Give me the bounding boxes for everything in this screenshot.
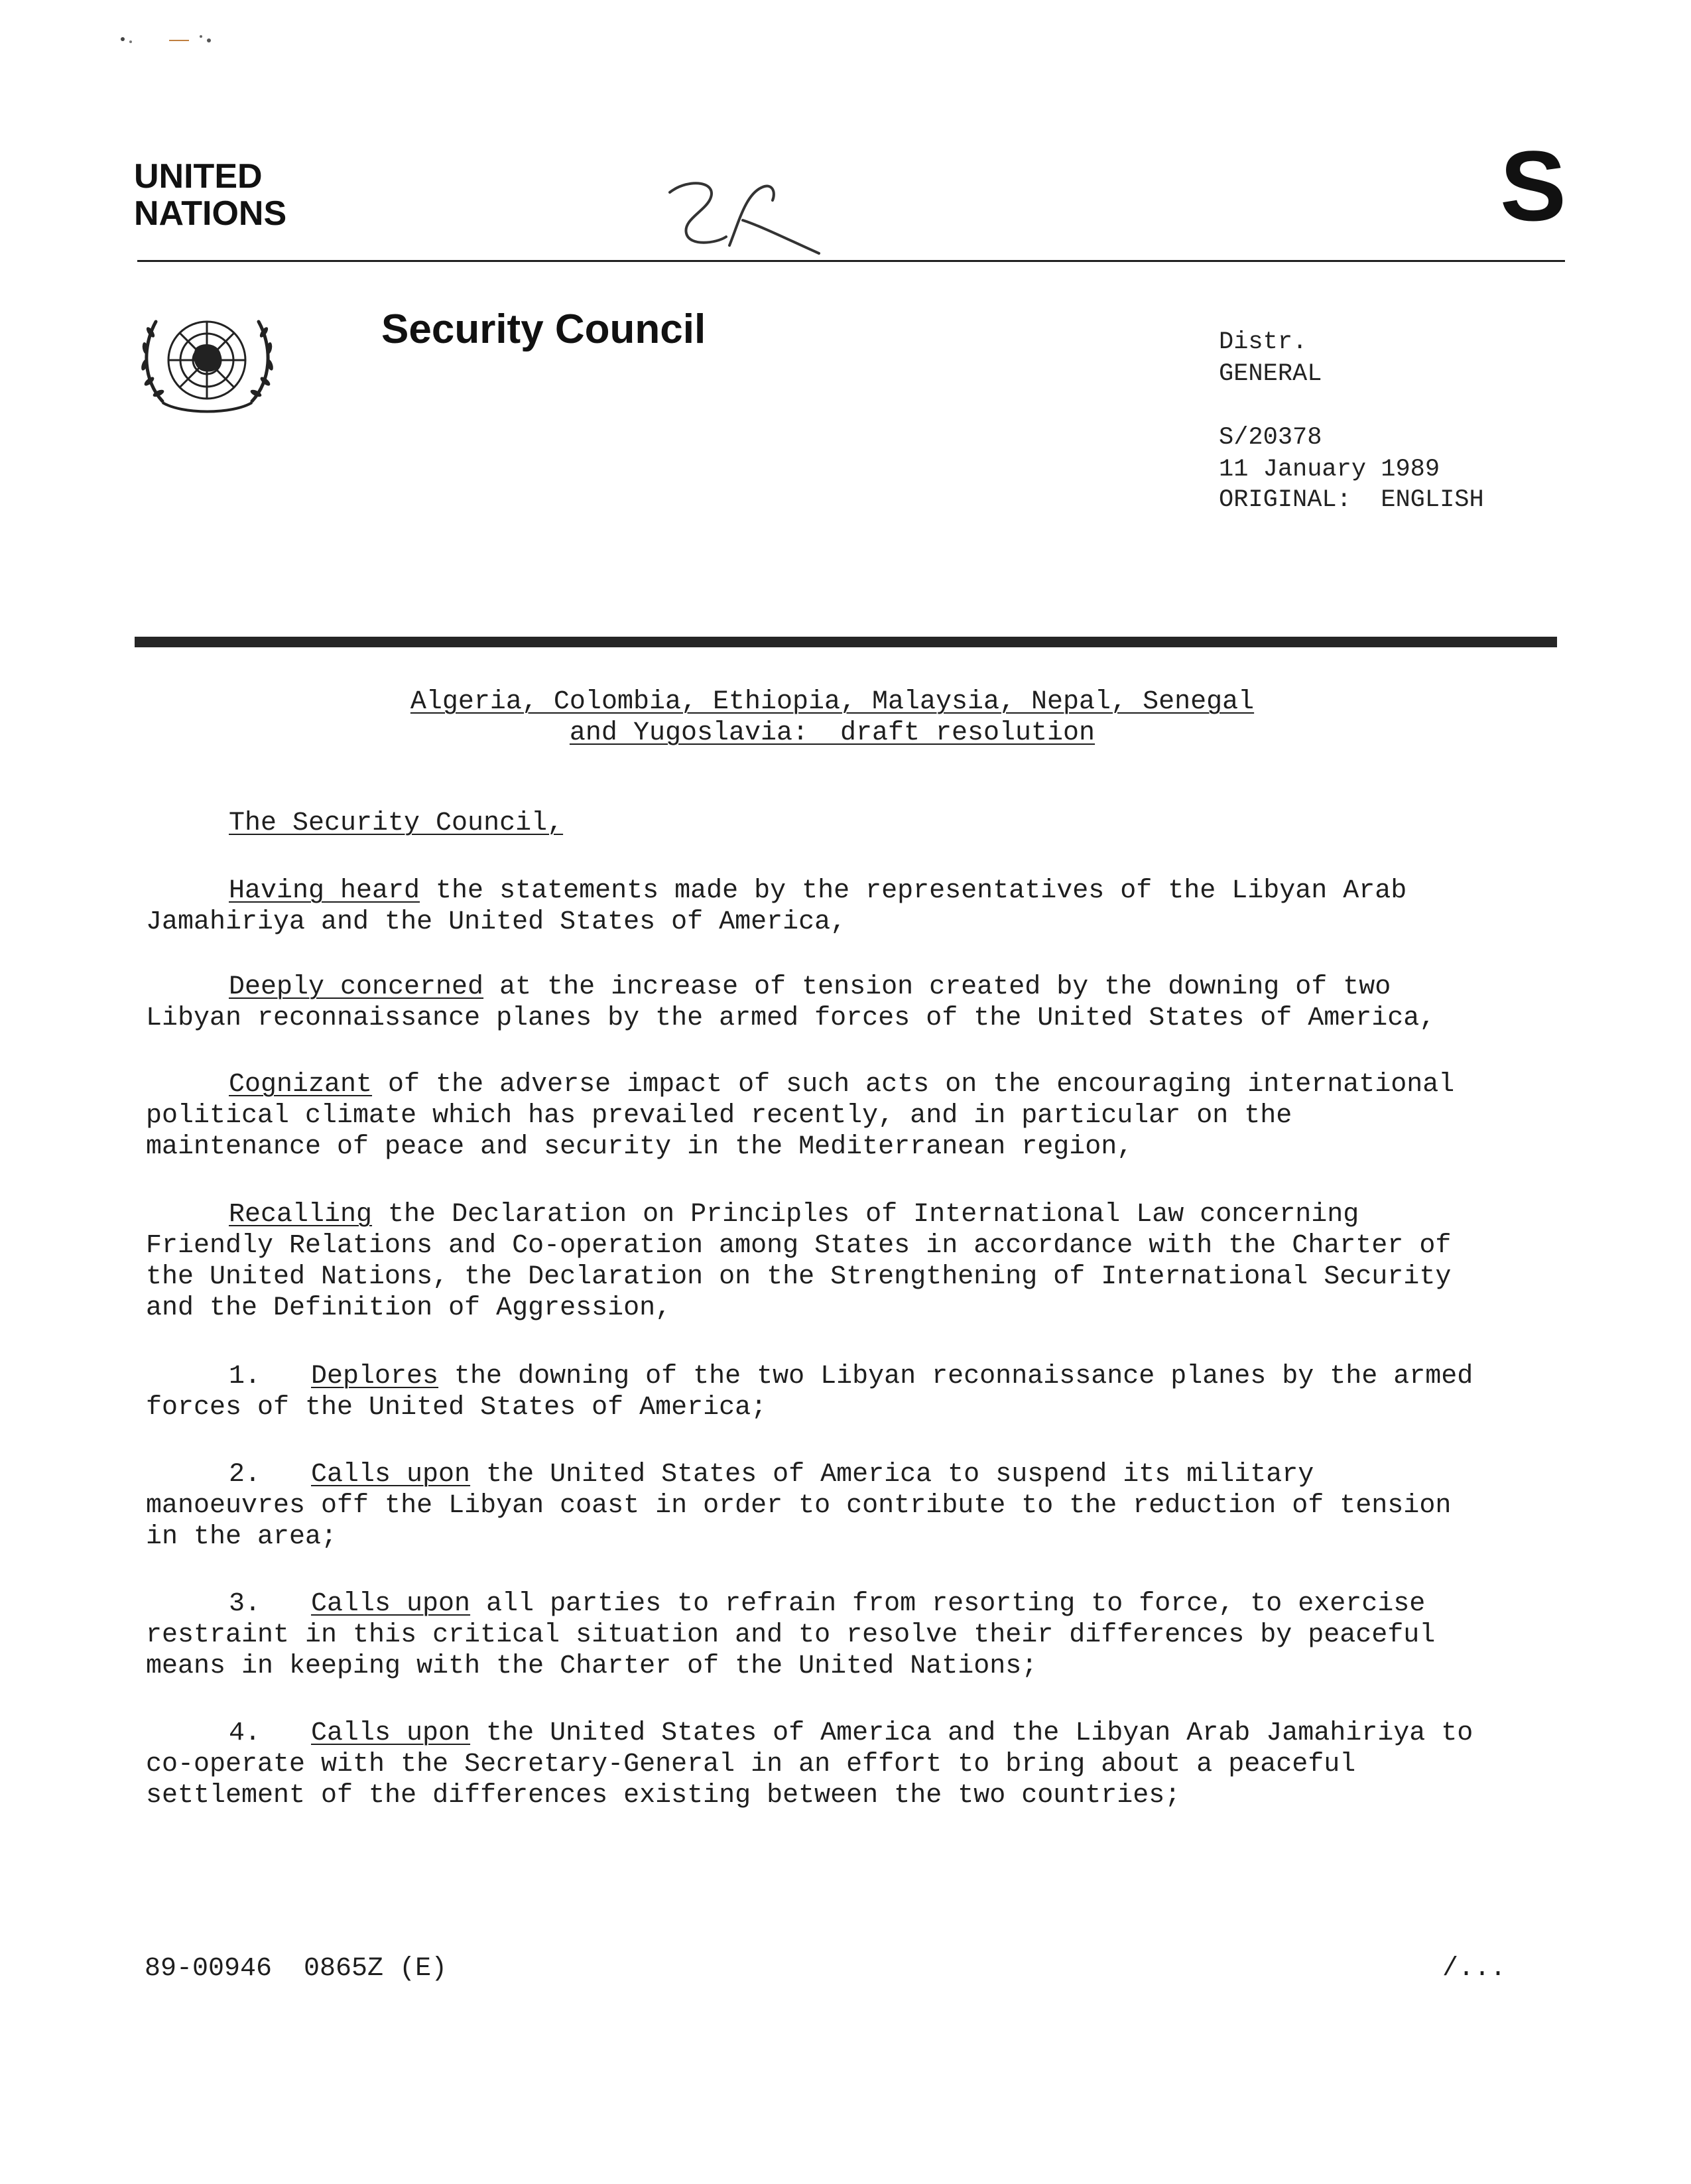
un-emblem-icon — [136, 302, 279, 428]
preamble-paragraph — [146, 1069, 1565, 1163]
paragraph-rest: co-operate with the Secretary-General in an effort to bring about a peaceful settlement of the differences existing between the two countries; — [146, 1750, 1356, 1811]
organ-name: Security Council — [381, 306, 706, 352]
job-number: 89-00946 0865Z (E) — [145, 1954, 448, 1984]
org-line-2: NATIONS — [134, 194, 287, 233]
paragraph-number: 1. — [229, 1362, 261, 1391]
original-label: ORIGINAL: — [1219, 486, 1351, 514]
scan-specks — [116, 23, 235, 63]
paragraph-line: at the increase of tension created by the downing of two — [483, 972, 1391, 1002]
paragraph-line: the statements made by the representatives of the Libyan Arab — [420, 876, 1407, 906]
title-line-1: Algeria, Colombia, Ethiopia, Malaysia, Nepal, Senegal — [410, 687, 1255, 717]
paragraph-lead: Calls upon — [311, 1460, 471, 1490]
distr-value: GENERAL — [1219, 360, 1322, 388]
distr-label: Distr. — [1219, 328, 1308, 356]
paragraph-rest: Jamahiriya and the United States of America, — [146, 907, 847, 937]
paragraph-lead: Recalling — [229, 1200, 373, 1230]
paragraph-rest: Libyan reconnaissance planes by the armed forces of the United States of America, — [146, 1003, 1436, 1033]
original-value: ENGLISH — [1381, 486, 1484, 514]
paragraph-line: the United States of America to suspend its military — [470, 1460, 1314, 1490]
operative-paragraph — [146, 1361, 1565, 1423]
document-series-symbol: S — [1499, 130, 1566, 241]
paragraph-number: 4. — [229, 1718, 261, 1748]
paragraph-lead: Having heard — [229, 876, 420, 906]
paragraph-lead: Cognizant — [229, 1070, 373, 1100]
org-line-1: UNITED — [134, 157, 263, 196]
continuation-marker: /... — [1442, 1954, 1507, 1984]
intro-text: The Security Council, — [229, 808, 564, 838]
paragraph-rest: manoeuvres off the Libyan coast in order to contribute to the reduction of tension in the area; — [146, 1491, 1452, 1552]
paragraph-number: 2. — [229, 1460, 261, 1490]
paragraph-line: the downing of the two Libyan reconnaissance planes by the armed — [438, 1362, 1473, 1391]
paragraph-line: all parties to refrain from resorting to force, to exercise — [470, 1589, 1426, 1619]
paragraph-number: 3. — [229, 1589, 261, 1619]
document-title — [0, 686, 1664, 749]
paragraph-lead: Calls upon — [311, 1589, 471, 1619]
title-rule — [135, 637, 1557, 647]
preamble-paragraph — [146, 1199, 1565, 1324]
operative-paragraph — [146, 1718, 1565, 1811]
operative-paragraph — [146, 1588, 1565, 1682]
handwritten-mark — [663, 174, 822, 260]
paragraph-rest: Friendly Relations and Co-operation among States in accordance with the Charter of the United Nations, the Declaration on the Strengthening of International Security and the Definition of Aggression, — [146, 1231, 1452, 1323]
paragraph-lead: Calls upon — [311, 1718, 471, 1748]
title-line-2: and Yugoslavia: draft resolution — [569, 718, 1096, 748]
distribution-block — [1219, 326, 1484, 549]
paragraph-line: the United States of America and the Libyan Arab Jamahiriya to — [470, 1718, 1473, 1748]
paragraph-line: of the adverse impact of such acts on the encouraging international — [372, 1070, 1455, 1100]
document-symbol: S/20378 — [1219, 424, 1322, 452]
paragraph-rest: forces of the United States of America; — [146, 1393, 767, 1423]
paragraph-rest: political climate which has prevailed recently, and in particular on the maintenance of peace and security in the Mediterranean region, — [146, 1101, 1292, 1162]
intro-line — [146, 808, 1565, 839]
original-language — [1219, 484, 1484, 516]
paragraph-lead: Deeply concerned — [229, 972, 484, 1002]
paragraph-rest: restraint in this critical situation and to resolve their differences by peaceful means in keeping with the Charter of the United Nations; — [146, 1620, 1436, 1681]
paragraph-line: the Declaration on Principles of International Law concerning — [372, 1200, 1359, 1230]
document-date: 11 January 1989 — [1219, 456, 1440, 483]
header-rule — [137, 260, 1565, 262]
operative-paragraph — [146, 1459, 1565, 1553]
preamble-paragraph — [146, 972, 1565, 1034]
org-name — [134, 158, 286, 232]
preamble-paragraph — [146, 875, 1565, 938]
paragraph-lead: Deplores — [311, 1362, 439, 1391]
